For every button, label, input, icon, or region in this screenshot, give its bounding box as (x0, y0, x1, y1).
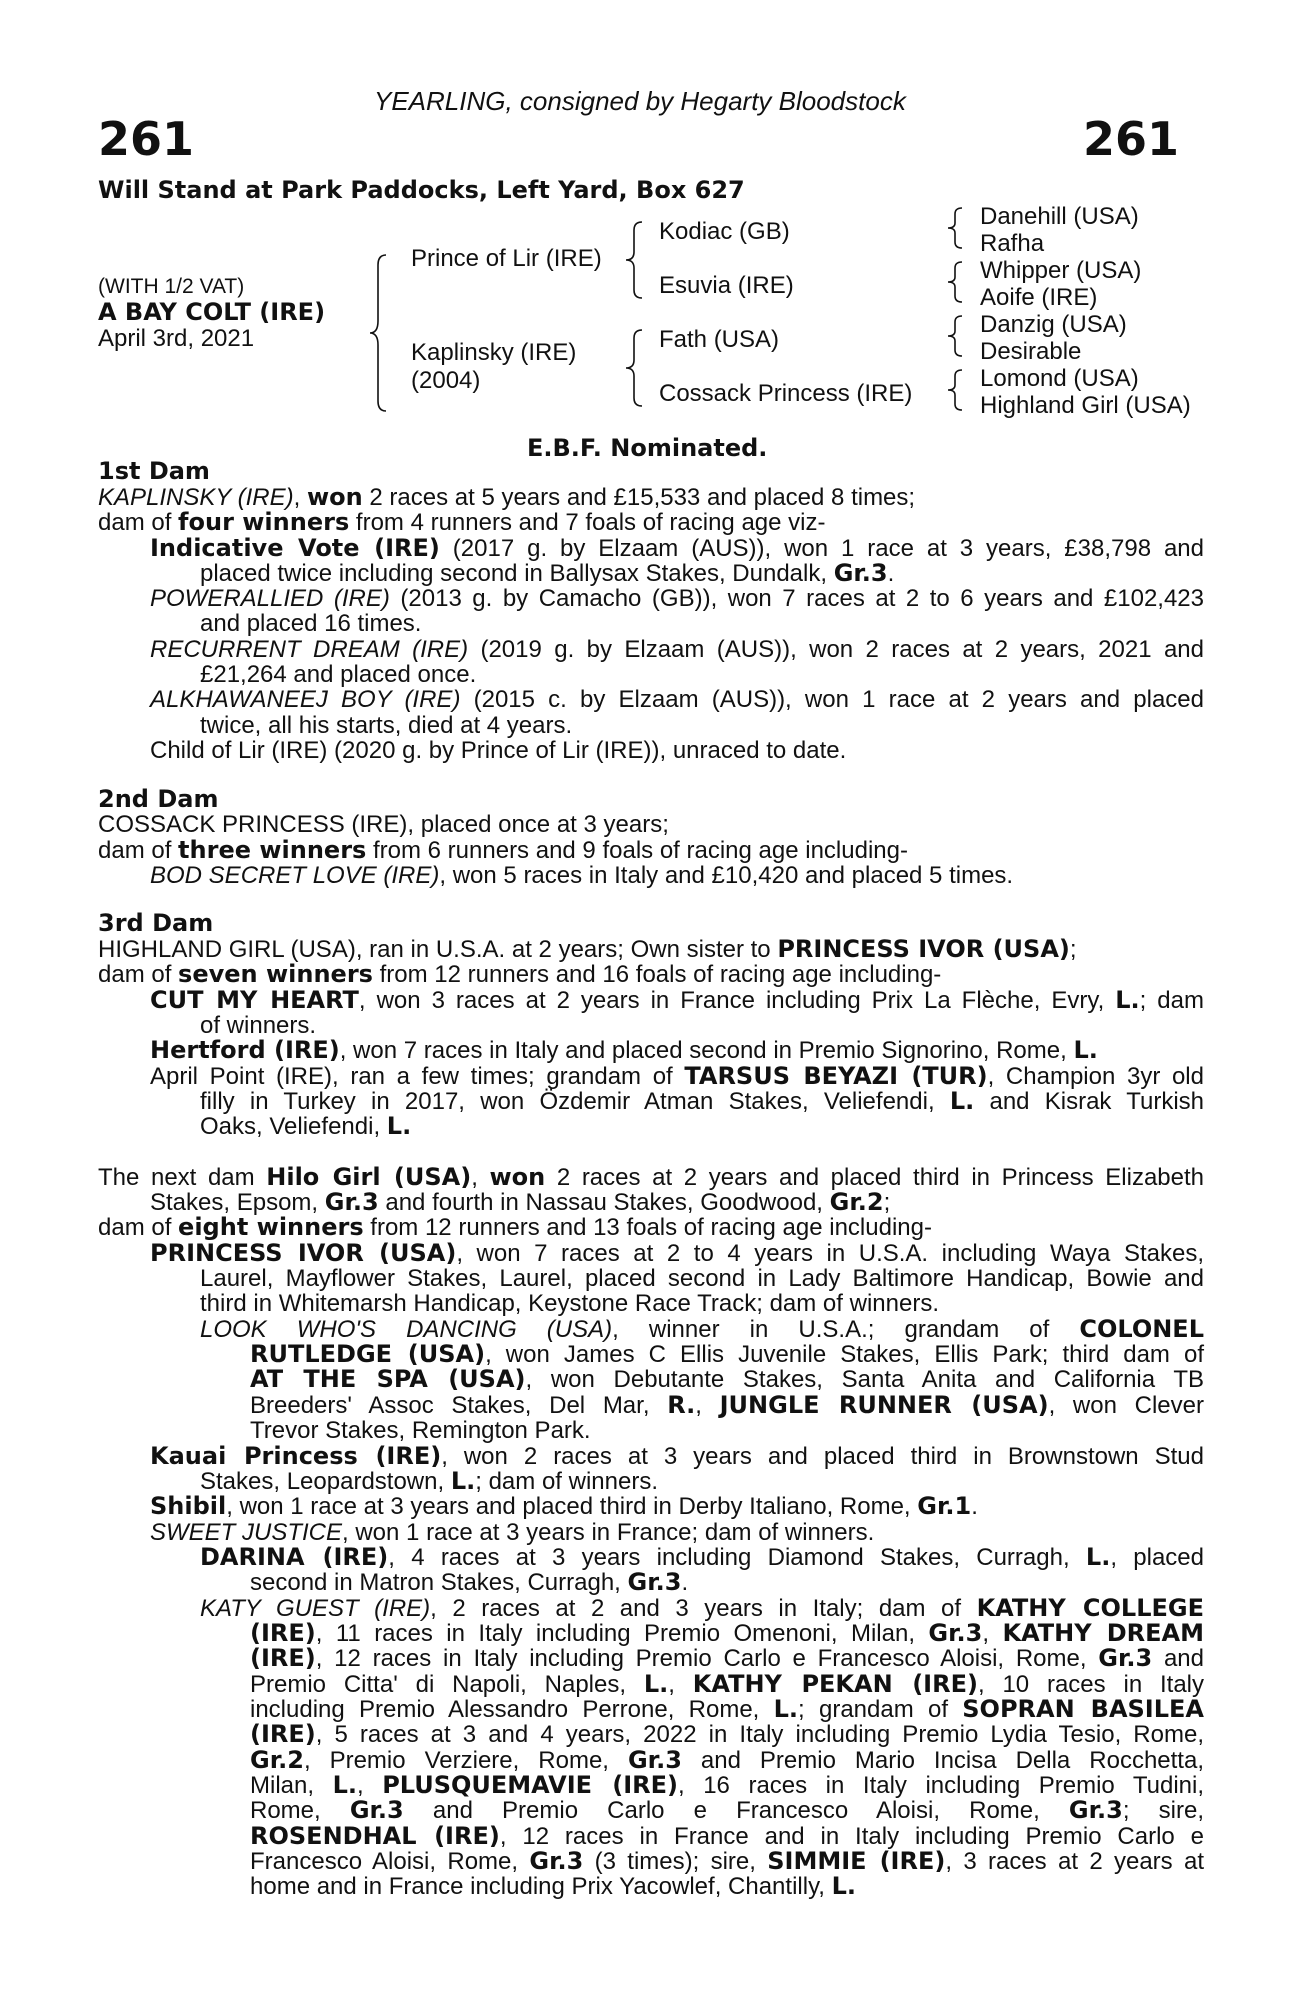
dam1-line: ALKHAWANEEJ BOY (IRE) (2015 c. by Elzaam (AUS)), won 1 race at 2 years and placed (150, 686, 1204, 713)
nextdam-line: (IRE), 11 races in Italy including Premio Omenoni, Milan, Gr.3, KATHY DREAM (250, 1619, 1204, 1647)
nextdam-line: second in Matron Stakes, Curragh, Gr.3. (250, 1568, 689, 1596)
brace-ss (946, 206, 966, 250)
stand-location: Will Stand at Park Paddocks, Left Yard, Box 627 (98, 176, 745, 204)
horse-name: A BAY COLT (IRE) (98, 298, 326, 326)
dam3-line: HIGHLAND GIRL (USA), ran in U.S.A. at 2 years; Own sister to PRINCESS IVOR (USA); (98, 935, 1077, 963)
dam1-line: twice, all his starts, died at 4 years. (200, 712, 573, 739)
section-heading-2nd-dam: 2nd Dam (98, 785, 219, 813)
pedigree-sd-sire: Whipper (USA) (980, 257, 1142, 284)
pedigree-ss-dam: Rafha (980, 230, 1045, 257)
nextdam-line: (IRE), 12 races in Italy including Premio Carlo e Francesco Aloisi, Rome, Gr.3 and (250, 1644, 1205, 1672)
nextdam-line: The next dam Hilo Girl (USA), won 2 races at 2 years and placed third in Princess Elizabeth (98, 1163, 1205, 1191)
dam3-line: of winners. (200, 1012, 317, 1039)
pedigree-ss-sire: Danehill (USA) (980, 203, 1139, 230)
nextdam-line: including Premio Alessandro Perrone, Rome, L.; grandam of SOPRAN BASILEA (250, 1695, 1204, 1723)
pedigree-dam: Kaplinsky (IRE) (411, 339, 577, 366)
nextdam-line: Trevor Stakes, Remington Park. (250, 1417, 591, 1444)
consignment-line: YEARLING, consigned by Hegarty Bloodstock (374, 86, 906, 116)
nextdam-line: Milan, L., PLUSQUEMAVIE (IRE), 16 races in Italy including Premio Tudini, (250, 1771, 1205, 1799)
nextdam-line: ROSENDHAL (IRE), 12 races in France and in Italy including Premio Carlo e (250, 1822, 1204, 1850)
dam1-line: dam of four winners from 4 runners and 7 foals of racing age viz- (98, 508, 826, 536)
lot-number-right: 261 (1083, 112, 1180, 166)
dam1-line: £21,264 and placed once. (200, 661, 477, 688)
vat-note: (WITH 1/2 VAT) (98, 275, 245, 298)
pedigree-sd-dam: Aoife (IRE) (980, 284, 1098, 311)
nextdam-line: AT THE SPA (USA), won Debutante Stakes, Santa Anita and California TB (250, 1365, 1204, 1393)
pedigree-ds-dam: Desirable (980, 338, 1082, 365)
nextdam-line: KATY GUEST (IRE), 2 races at 2 and 3 years in Italy; dam of KATHY COLLEGE (200, 1594, 1204, 1622)
section-heading-3rd-dam: 3rd Dam (98, 909, 214, 937)
pedigree-dd-sire: Lomond (USA) (980, 365, 1139, 392)
nextdam-line: dam of eight winners from 12 runners and 13 foals of racing age including- (98, 1213, 932, 1241)
dam1-line: Indicative Vote (IRE) (2017 g. by Elzaam (AUS)), won 1 race at 3 years, £38,798 and (150, 534, 1205, 562)
pedigree-ds-sire: Danzig (USA) (980, 311, 1127, 338)
nextdam-line: Francesco Aloisi, Rome, Gr.3 (3 times); sire, SIMMIE (IRE), 3 races at 2 years at (250, 1847, 1204, 1875)
nextdam-line: Kauai Princess (IRE), won 2 races at 3 years and placed third in Brownstown Stud (150, 1442, 1204, 1470)
dam3-line: filly in Turkey in 2017, won Özdemir Atman Stakes, Veliefendi, L. and Kisrak Turkish (200, 1087, 1204, 1115)
dam3-line: CUT MY HEART, won 3 races at 2 years in France including Prix La Flèche, Evry, L.; dam (150, 986, 1204, 1014)
brace-dd (946, 368, 966, 412)
nextdam-line: Stakes, Epsom, Gr.3 and fourth in Nassau Stakes, Goodwood, Gr.2; (150, 1188, 891, 1216)
nextdam-line: Laurel, Mayflower Stakes, Laurel, placed second in Lady Baltimore Handicap, Bowie and (200, 1265, 1204, 1292)
lot-number-left: 261 (98, 112, 195, 166)
brace-dam (624, 328, 646, 408)
pedigree-sire-sire: Kodiac (GB) (659, 218, 790, 245)
dam2-line: BOD SECRET LOVE (IRE), won 5 races in Italy and £10,420 and placed 5 times. (150, 862, 1014, 889)
nextdam-line: SWEET JUSTICE, won 1 race at 3 years in France; dam of winners. (150, 1519, 875, 1546)
dam1-line: and placed 16 times. (200, 610, 422, 637)
nextdam-line: Stakes, Leopardstown, L.; dam of winners. (200, 1467, 658, 1495)
pedigree-sire: Prince of Lir (IRE) (411, 245, 602, 272)
pedigree-dam-sire: Fath (USA) (659, 326, 780, 353)
dam1-line: Child of Lir (IRE) (2020 g. by Prince of Lir (IRE)), unraced to date. (150, 737, 847, 764)
dam1-line: placed twice including second in Ballysax Stakes, Dundalk, Gr.3. (200, 559, 895, 587)
dam1-line: RECURRENT DREAM (IRE) (2019 g. by Elzaam (AUS)), won 2 races at 2 years, 2021 and (150, 636, 1204, 663)
nextdam-line: RUTLEDGE (USA), won James C Ellis Juvenile Stakes, Ellis Park; third dam of (250, 1340, 1204, 1368)
section-heading-1st-dam: 1st Dam (98, 457, 210, 485)
pedigree-dd-dam: Highland Girl (USA) (980, 392, 1191, 419)
nextdam-line: Premio Citta' di Napoli, Naples, L., KATHY PEKAN (IRE), 10 races in Italy (250, 1670, 1205, 1698)
nextdam-line: Rome, Gr.3 and Premio Carlo e Francesco Aloisi, Rome, Gr.3; sire, (250, 1796, 1204, 1824)
nextdam-line: Gr.2, Premio Verziere, Rome, Gr.3 and Premio Mario Incisa Della Rocchetta, (250, 1746, 1204, 1774)
dam3-line: April Point (IRE), ran a few times; grandam of TARSUS BEYAZI (TUR), Champion 3yr old (150, 1062, 1204, 1090)
pedigree-sire-dam: Esuvia (IRE) (659, 272, 794, 299)
dam1-line: KAPLINSKY (IRE), won 2 races at 5 years and £15,533 and placed 8 times; (98, 483, 916, 511)
nextdam-line: PRINCESS IVOR (USA), won 7 races at 2 to 4 years in U.S.A. including Waya Stakes, (150, 1239, 1204, 1267)
foaling-date: April 3rd, 2021 (98, 325, 255, 352)
dam2-line: dam of three winners from 6 runners and 9 foals of racing age including- (98, 836, 908, 864)
nextdam-line: Breeders' Assoc Stakes, Del Mar, R., JUNGLE RUNNER (USA), won Clever (250, 1391, 1204, 1419)
dam3-line: Oaks, Veliefendi, L. (200, 1112, 412, 1140)
pedigree-dam-year: (2004) (411, 367, 481, 394)
dam3-line: dam of seven winners from 12 runners and 16 foals of racing age including- (98, 960, 942, 988)
nextdam-line: (IRE), 5 races at 3 and 4 years, 2022 in Italy including Premio Lydia Tesio, Rome, (250, 1720, 1204, 1748)
nextdam-line: Shibil, won 1 race at 3 years and placed third in Derby Italiano, Rome, Gr.1. (150, 1492, 978, 1520)
brace-sire (624, 220, 646, 300)
nextdam-line: LOOK WHO'S DANCING (USA), winner in U.S.A.; grandam of COLONEL (200, 1315, 1204, 1343)
dam1-line: POWERALLIED (IRE) (2013 g. by Camacho (GB)), won 7 races at 2 to 6 years and £102,423 (150, 585, 1204, 612)
ebf-nominated: E.B.F. Nominated. (527, 434, 768, 462)
brace-ds (946, 314, 966, 358)
nextdam-line: third in Whitemarsh Handicap, Keystone Race Track; dam of winners. (200, 1290, 939, 1317)
brace-sd (946, 260, 966, 304)
dam2-line: COSSACK PRINCESS (IRE), placed once at 3 years; (98, 811, 669, 838)
pedigree-dam-dam: Cossack Princess (IRE) (659, 380, 913, 407)
dam3-line: Hertford (IRE), won 7 races in Italy and placed second in Premio Signorino, Rome, L. (150, 1036, 1098, 1064)
nextdam-line: home and in France including Prix Yacowlef, Chantilly, L. (250, 1872, 857, 1900)
nextdam-line: DARINA (IRE), 4 races at 3 years including Diamond Stakes, Curragh, L., placed (200, 1543, 1204, 1571)
brace-main (368, 253, 390, 413)
